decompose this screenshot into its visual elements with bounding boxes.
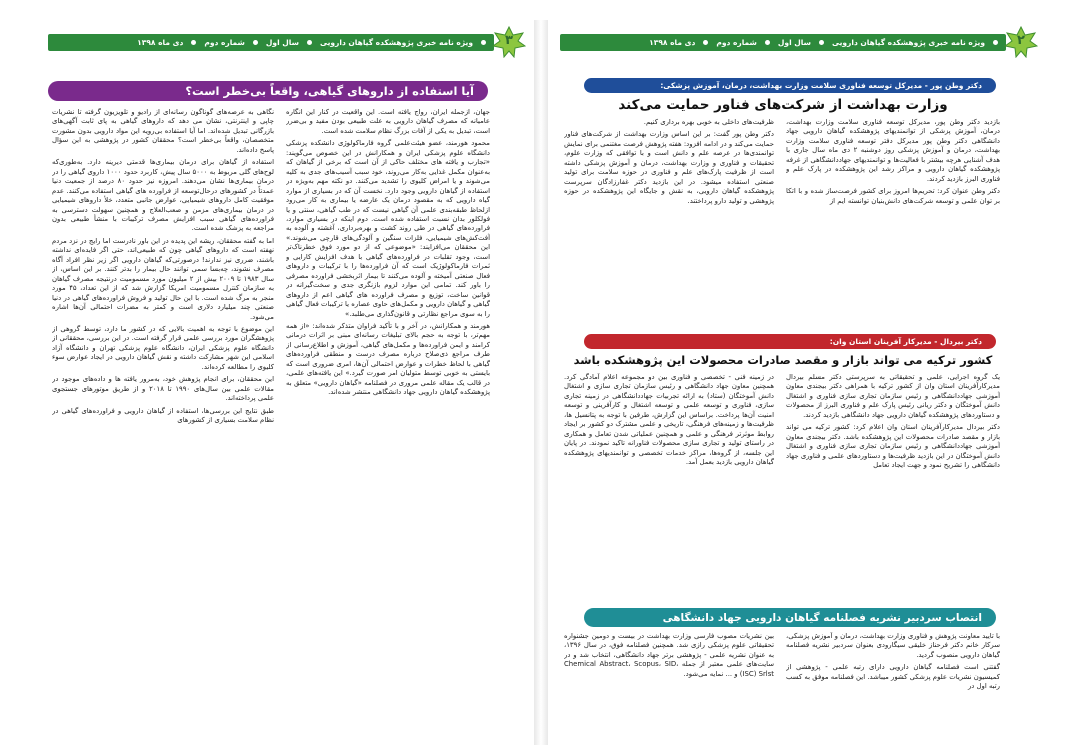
article2-byline: دکتر بیردال - مدیرکار آفرینان استان وان: [829,337,982,346]
article1-byline-band [584,78,996,93]
paragraph: دکتر وطن پور گفت: بر این اساس وزارت بهداشت از شرکت‌های فناور حمایت می‌کند و در ادامه افزود: هفته پژوهش فرصت مغتنمی برای نمایش توانمندی‌ها در عرصه علم و دانش است و با توافقی که وزارت علوم، تحقیقات و فناوری و وزارت بهداشت، درمان و آموزش پزشکی داشته است از ظرفیت پارک‌های علم و فناوری در حوزه سلامت برای تولید صنعتی استفاده میشود. در این بازدید دکتر غفارزادگان سرپرست پژوهشکده گیاهان دارویی، به نقش و جایگاه این پژوهشکده در حوزه پژوهشی و تولید دارو پرداختند. [564,130,774,205]
paragraph: جهان، ازجمله ایران، رواج یافته است. این واقعیت در کنار این انگاره عامیانه که مصرف گیاهان دارویی به علت طبیعی بودن مفید و بی‌ضرر است، تبدیل به یکی از آفات بزرگ نظام سلامت شده است. [286,108,490,135]
paragraph: یک گروه اجرایی، علمی و تحقیقاتی به سرپرستی دکتر مسلم بیردال مدیرکارآفرینان استان وان از کشور ترکیه با همراهی دکتر بیجندی معاون آموزشی جهاددانشگاهی و رئیس سازمان تجاری سازی فناوری و اشتغال دانش آموختگان و دکتر ریانی رئیس پارک علم و فناوری البرز از محصولات و دستاوردهای پژوهشکده گیاهان دارویی جهاد دانشگاهی بازدید کردند. [786,373,1000,419]
article1-column-left [564,118,774,328]
header-issue: شماره دوم [204,38,245,47]
paragraph: ظرفیت‌های داخلی به خوبی بهره برداری کنیم. [643,118,774,126]
paragraph: این محققان، برای انجام پژوهش خود، به‌مرور یافته ها و داده‌های موجود در مقالات علمی بین سال‌های ۱۹۹۰ تا ۲۰۱۸ و از طریق موتورهای جستجوی علمی پرداخته‌اند. [52,375,274,403]
header-year: سال اول [265,38,299,47]
left-page [48,26,524,741]
header-dot [703,40,708,45]
header-dot [993,40,998,45]
paragraph: دکتر بیردال مدیرکارآفرینان استان وان اعلام کرد: کشور ترکیه می تواند بازار و مقصد صادرات محصولات این پژوهشکده باشد. دکتر بیجندی معاون آموزشی جهاددانشگاهی و رئیس سازمان تجاری سازی فناوری و اشتغال دانش آموختگان در این بازدید ظرفیت‌ها و دستاوردهای علمی و فناوری جهاد دانشگاهی را تشریح نمود و جهت ایجاد تعامل [786,423,1000,470]
article1-column-right [786,118,1000,328]
paragraph: در زمینه فنی - تخصصی و فناوری بین دو مجموعه اعلام آمادگی کرد. همچنین معاون جهاد دانشگاهی و رئیس سازمان تجاری سازی و اشتغال دانش آموختگان (ستاد) به ارائه تجربیات جهاددانشگاهی در زمینه تجاری سازی، فناوری و توسعه علمی و توسعه اشتغال و کارآفرینی و توسعه امنیت آن‌ها پرداخت. براساس این گزارش، طرفین با توجه به پتانسیل ها، ظرفیت‌ها و زمینه‌های فرهنگی، تاریخی و علمی مشترک دو کشور بر ایجاد روابط موثرتر فرهنگی و علمی و همچنین عملیاتی شدن تعامل و همکاری در راستای تولید و تجاری سازی محصولات فناورانه تاکید نمودند. در پایان این جلسه، از گروه‌ها، مراکز خدمات تخصصی و توانمندیهای پژوهشکده گیاهان دارویی بازدید بعمل آمد. [564,373,774,467]
paragraph: نگاهی به عرصه‌های گوناگون رسانه‌ای از رادیو و تلویزیون گرفته تا نشریات چاپی و اینترنتی، نشان می دهد که داروهای گیاهی به پای ثابت آگهی‌های بازرگانی تبدیل شده‌اند. اما آیا استفاده بی‌رویه این مواد دارویی بدون مشورت متخصصان، واقعاً بی‌خطر است؟ محققان کشور در پژوهشی به این سؤال پاسخ داده‌اند. [52,108,274,154]
page-number: ۲ [1017,33,1025,48]
article2-title: کشور ترکیه می تواند بازار و مقصد صادرات محصولات این پژوهشکده باشد [573,353,993,367]
paragraph: بین نشریات مصوب فارسی وزارت بهداشت در بیست و دومین جشنواره تحقیقاتی علوم پزشکی رازی شد. همچنین فصلنامه فوق، در سال ۱۳۹۶، به عنوان نشریه علمی - پژوهشی برتر جهاد دانشگاهی، انتخاب شد و در سایت‌های علمی معتبر از جمله Chemical Abstract، Scopus، SID، (ISC) Srlst و ... نمایه می‌شود. [564,632,774,678]
paragraph: دکتر وطن عنوان کرد: تحریم‌ها امروز برای کشور فرصت‌ساز شده و با اتکا بر توان علمی و توسعه شرکت‌های دانش‌بنیان توانسته ایم از [786,187,1000,205]
article-column-right [286,108,490,740]
paragraph: با تایید معاونت پژوهش و فناوری وزارت بهداشت، درمان و آموزش پزشکی، سرکار خانم دکتر فرحناز خلیقی سیگارودی بعنوان سردبیر نشریه فصلنامه گیاهان دارویی منصوب گردید. [786,632,1000,659]
paragraph: گفتنی است فصلنامه گیاهان دارویی دارای رتبه علمی - پژوهشی از کمیسیون نشریات علوم پزشکی کشور میباشد. این فصلنامه موفق به کسب رتبه اول در [786,663,1000,691]
paragraph: بازدید دکتر وطن پور، مدیرکل توسعه فناوری سلامت وزارت بهداشت، درمان، آموزش پزشکی از توانمندیهای پژوهشکده گیاهان دارویی جهاد دانشگاهی دکتر وطن پور مدیرکل دفتر توسعه فناوری سلامت وزارت بهداشت، درمان و آموزش پزشکی روز دوشنبه ۲ دی ماه سال جاری با هدف آشنایی هرچه بیشتر با فعالیت‌ها و توانمندیهای جهاددانشگاهی از غرفه پژوهشکده گیاهان دارویی و مراکز رشد این پژوهشکده در پارک علم و فناوری البرز بازدید کردند. [786,118,1000,183]
article3-column-right [786,632,1000,740]
paragraph: این موضوع با توجه به اهمیت بالایی که در کشور ما دارد، توسط گروهی از پژوهشگران مورد بررسی علمی قرار گرفته است. در این بررسی، محققانی از دانشگاه علوم پزشکی ایران، دانشگاه علوم پزشکی تهران و دانشگاه آزاد اسلامی این شهر مشارکت داشته و نقش گیاهان دارویی در ایجاد عوارض سوء کلیوی را مطالعه کرده‌اند. [52,324,274,371]
right-header-bar [560,34,1006,51]
header-dot [253,40,258,45]
article-column-left [52,108,274,740]
paragraph: استفاده از گیاهان برای درمان بیماری‌ها قدمتی دیرینه دارد. به‌طوری‌که لوح‌های گلی مربوط به ۵۰۰۰ سال پیش، کاربرد حدود ۱۰۰۰ داروی گیاهی را در درمان بیماری‌ها نشان می‌دهند. امروزه نیز حدود ۸۰ درصد از جمعیت دنیا عمدتاً در کشورهای درحال‌توسعه از فراورده های گیاهی استفاده می‌کنند. عدم موفقیت کامل داروهای شیمیایی، عوارض جانبی متعدد، خلأ داروهای شیمیایی در درمان بیماری‌های مزمن و صعب‌العلاج و همچنین سهولت دسترسی به فراورده‌های گیاهی سبب افزایش مصرف ترکیبات با منشأ طبیعی بدون مراجعه به پزشک شده است. [52,158,274,233]
article-title: آیا استفاده از داروهای گیاهی، واقعاً بی‌خطر است؟ [185,84,474,98]
header-dot [765,40,770,45]
article3-title-band [584,608,996,627]
page-number: ۳ [505,33,513,48]
paragraph: طبق نتایج این بررسی‌ها، استفاده از گیاهان دارویی و فراورده‌های گیاهی در نظام سلامت بسیاری از کشورهای [52,406,274,425]
right-page [560,26,1036,741]
header-year: سال اول [777,38,811,47]
header-issue: شماره دوم [716,38,757,47]
article1-title: وزارت بهداشت از شرکت‌های فناور حمایت می‌کند [618,97,948,113]
article3-column-left [564,632,774,740]
header-dot [191,40,196,45]
header-dot [307,40,312,45]
left-header-bar [48,34,494,51]
article-title-band [48,81,488,101]
header-publication: ویژه نامه خبری پژوهشکده گیاهان دارویی [831,38,985,47]
paragraph: محمود هورمند، عضو هیئت‌علمی گروه فارماکولوژی دانشکده پزشکی دانشگاه علوم پزشکی ایران و همکارانش در این خصوص می‌گویند: «تجارب و یافته های مختلف حاکی از آن است که برخی از گیاهان که به‌عنوان مکمل غذایی به‌کار می‌روند، خود سبب آسیب‌های جدی به کلیه می‌شوند و یا امراض کلیوی را تشدید می‌کنند. دو نکته مهم به‌ویژه در استفاده از گیاهان دارویی وجود دارد. نخست آن که در بسیاری از موارد گیاه دارویی که به مقصود درمان یک عارضه یا بیماری به کار می‌رود ازلحاظ طبقه‌بندی علمی آن گیاهی نیست که در طب گیاهی، سنتی و یا فولکلور بدان نسبت استفاده شده است. دوم اینکه در بسیاری موارد، فراورده‌های گیاهی در طی روند کشت و بهره‌برداری، آغشته و آلوده به آفت‌کش‌های شیمیایی، فلزات سنگین و آلودگی‌های قارچی می‌شوند.» این محققان می‌افزایند: «موضوعی که از دو مورد فوق خطرناک‌تر است، وجود تقلبات در فراورده‌های گیاهی با هدف افزایش کارایی و ثمرات فارماکولوژیک است که آن فراورده‌ها را با ترکیبات و داروهای فعال صنعتی آمیخته و آلوده می‌کنند تا بیمار اثربخشی فراورده مصرفی را باور کند. تمامی این موارد لزوم بازنگری جدی و سخت‌گیرانه در قوانین ساخت، توزیع و مصرف فراورده های گیاهی اعم از داروهای گیاهی و گیاهان دارویی و مکمل‌های حاوی عصاره یا ترکیبات فعال گیاهی را به سوی مراجع نظارتی و قانون‌گذاری می‌طلبد.» [286,139,490,318]
header-date: دی ماه ۱۳۹۸ [649,38,696,47]
header-publication: ویژه نامه خبری پژوهشکده گیاهان دارویی [319,38,473,47]
article2-column-right [786,373,1000,603]
page-gutter [534,20,548,745]
article3-title: انتصاب سردبیر نشریه فصلنامه گیاهان دارویی جهاد دانشگاهی [662,611,982,624]
paragraph: اما به گفته محققان، ریشه این پدیده در این باور نادرست اما رایج در نزد مردم نهفته است که داروهای گیاهی چون که طبیعی‌اند، حتی اگر فایده‌ای نداشته باشند، ضرری نیز ندارند! درصورتی‌که گیاهان دارویی اگر زیر نظر افراد آگاه مصرف نشوند، چه‌بسا سمی توانند حال بیمار را بدتر کنند. بر این اساس، از سال ۱۹۸۳ تا ۲۰۰۹ بیش از ۲ میلیون مورد مسمومیت درنتیجه مصرف گیاهان به سازمان کنترل مسمومیت امریکا گزارش شد که از این تعداد، ۴۵ مورد منجر به مرگ شده است. با این حال تولید و فروش فراورده‌های گیاهی در دنیا صنعتی چند میلیارد دلاری است و کمتر به مضرات احتمالی آن‌ها اشاره می‌شود. [52,236,274,321]
article2-column-left [564,373,774,603]
article1-byline: دکتر وطن پور - مدیرکل توسعه فناوری سلامت وزارت بهداشت، درمان، آموزش پزشکی: [660,81,982,90]
header-dot [819,40,824,45]
header-dot [481,40,486,45]
header-date: دی ماه ۱۳۹۸ [137,38,184,47]
paragraph: هورمند و همکارانش، در آخر و با تأکید فراوان متذکر شده‌اند: «از همه مهم‌تر، با توجه به حجم بالای تبلیغات رسانه‌ای مبنی بر اثرات درمانی کرامند و ایمن فراورده‌ها و مکمل‌های گیاهی، آموزش و اطلاع‌رسانی از طرف مراجع ذی‌صلاح درباره مصرف درست و منطقی فراورده‌های گیاهی با لحاظ خطرات و عوارض احتمالی آن‌ها، امری ضروری است که بایستی به خوبی توسط متولیان امر صورت گیرد.» این یافته‌های علمی، در قالب یک مقاله علمی مروری در فصلنامه «گیاهان دارویی» متعلق به پژوهشکده گیاهان دارویی جهاد دانشگاهی منتشر شده‌اند. [286,321,490,397]
article2-byline-band [584,334,996,349]
